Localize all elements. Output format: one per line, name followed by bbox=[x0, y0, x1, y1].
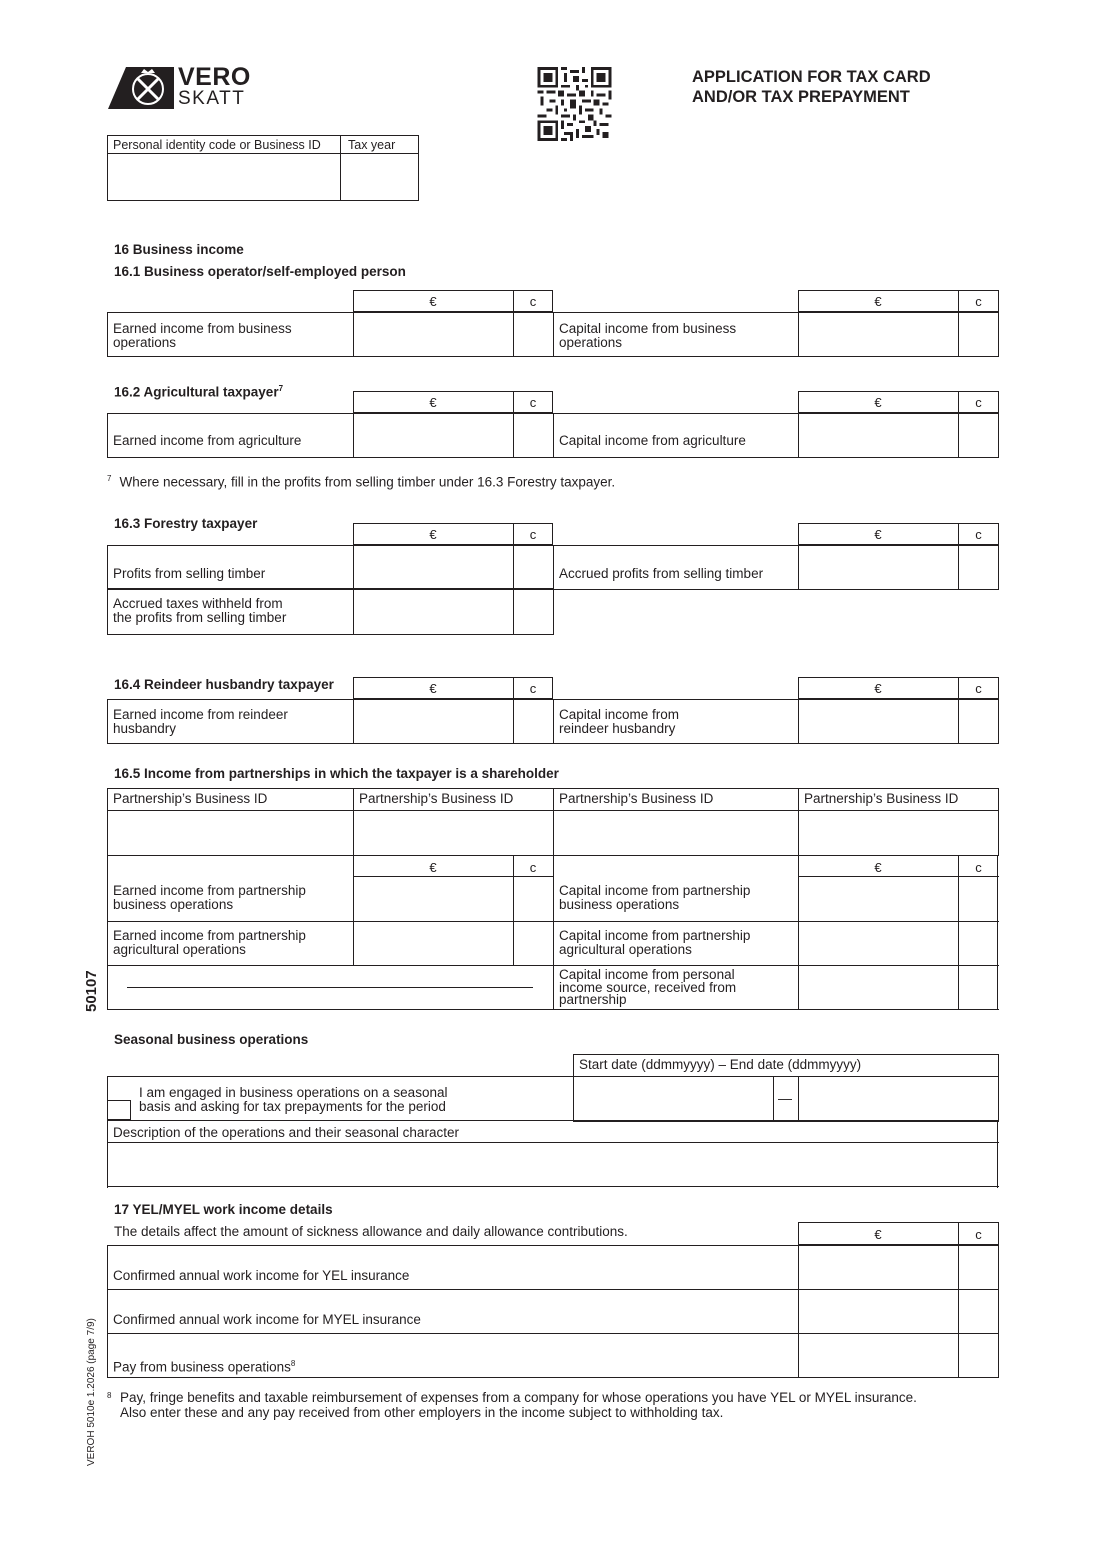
earned-income-reindeer-label: Earned income from reindeer husbandry bbox=[113, 707, 288, 736]
date-separator: — bbox=[778, 1090, 792, 1106]
form-title-line2: AND/OR TAX PREPAYMENT bbox=[692, 88, 910, 106]
euro-header: € bbox=[874, 395, 882, 410]
form-title bbox=[692, 67, 931, 107]
cent-header: c bbox=[529, 294, 537, 309]
footnote-7: $^7$ Where necessary, fill in the profits from selling timber under 16.3 Forestry taxpayer. bbox=[107, 474, 616, 490]
section-16-3-heading: 16.3 Forestry taxpayer bbox=[114, 516, 258, 531]
form-number: 50107 bbox=[83, 970, 100, 1012]
pic-input[interactable] bbox=[108, 155, 340, 199]
myel-income-label: Confirmed annual work income for MYEL insurance bbox=[113, 1312, 421, 1327]
partnership-business-id-input-2[interactable] bbox=[355, 812, 551, 854]
section-17-heading: 17 YEL/MYEL work income details bbox=[114, 1202, 333, 1217]
earned-income-business-label: Earned income from business operations bbox=[113, 321, 292, 350]
logo-skatt: SKATT bbox=[178, 88, 246, 109]
yel-income-input[interactable] bbox=[800, 1247, 956, 1288]
euro-header: € bbox=[874, 294, 882, 309]
partnership-business-id-input-4[interactable] bbox=[800, 812, 997, 854]
section-16-heading: 16 Business income bbox=[114, 242, 244, 257]
earned-income-agriculture-input[interactable] bbox=[355, 415, 511, 456]
section-16-1-heading: 16.1 Business operator/self-employed person bbox=[114, 264, 406, 279]
earned-income-partnership-business-input[interactable] bbox=[355, 878, 511, 920]
euro-header: € bbox=[429, 681, 437, 696]
capital-income-business-input[interactable] bbox=[800, 314, 956, 355]
section-16-2-heading: 16.2 Agricultural taxpayer$^7$ bbox=[114, 384, 284, 400]
seasonal-table bbox=[107, 1054, 999, 1188]
footnote-8: 8 Pay, fringe benefits and taxable reimbursement of expenses from a company for whose operations you have YEL or MYEL insurance. Also enter these and any pay received from other employers in the income subject to withholding tax. bbox=[107, 1390, 917, 1420]
capital-income-agriculture-input[interactable] bbox=[800, 415, 956, 456]
accrued-profits-timber-input[interactable] bbox=[800, 547, 956, 588]
euro-header: € bbox=[874, 681, 882, 696]
section-17-subtitle: The details affect the amount of sickness allowance and daily allowance contributions. bbox=[114, 1224, 628, 1239]
cent-header: c bbox=[975, 1227, 982, 1242]
coat-of-arms-icon bbox=[108, 67, 174, 109]
table-17 bbox=[107, 1222, 999, 1378]
partnership-business-id-label: Partnership’s Business ID bbox=[113, 791, 268, 806]
euro-header: € bbox=[874, 1227, 882, 1242]
tax-year-label: Tax year bbox=[348, 138, 396, 152]
logo-vero: VERO bbox=[178, 63, 251, 91]
capital-income-partnership-agri-label: Capital income from partnership agricultural operations bbox=[559, 928, 751, 957]
accrued-taxes-withheld-label: Accrued taxes withheld from the profits from selling timber bbox=[113, 596, 287, 625]
section-16-5-heading: 16.5 Income from partnerships in which the taxpayer is a shareholder bbox=[114, 766, 559, 781]
earned-income-business-input[interactable] bbox=[355, 314, 511, 355]
seasonal-checkbox-label: I am engaged in business operations on a seasonal basis and asking for tax prepayments for the period bbox=[139, 1085, 448, 1114]
earned-income-partnership-agri-input[interactable] bbox=[355, 923, 511, 964]
vero-logo bbox=[108, 63, 251, 109]
euro-header: € bbox=[429, 527, 437, 542]
profits-selling-timber-input[interactable] bbox=[355, 547, 511, 588]
capital-income-partnership-business-input[interactable] bbox=[800, 878, 956, 920]
accrued-profits-timber-label: Accrued profits from selling timber bbox=[559, 566, 764, 581]
capital-income-reindeer-label: Capital income from reindeer husbandry bbox=[559, 707, 680, 736]
description-input[interactable] bbox=[109, 1144, 997, 1186]
cent-header: c bbox=[975, 395, 982, 410]
capital-income-partnership-agri-input[interactable] bbox=[800, 923, 956, 964]
partnership-business-id-label: Partnership’s Business ID bbox=[559, 791, 714, 806]
table-16-2 bbox=[107, 391, 999, 458]
capital-income-personal-source-label: Capital income from personal income source, received from partnership bbox=[559, 967, 737, 1007]
id-box bbox=[107, 135, 419, 201]
capital-income-personal-source-input[interactable] bbox=[800, 967, 956, 1008]
form-title-line1: APPLICATION FOR TAX CARD bbox=[692, 68, 931, 86]
seasonal-checkbox[interactable] bbox=[107, 1100, 131, 1120]
accrued-taxes-withheld-input[interactable] bbox=[355, 590, 511, 633]
qr-code-icon bbox=[537, 67, 612, 141]
partnership-business-id-input-1[interactable] bbox=[109, 812, 351, 854]
euro-header: € bbox=[874, 527, 882, 542]
yel-income-label: Confirmed annual work income for YEL insurance bbox=[113, 1268, 410, 1283]
cent-header: c bbox=[529, 860, 537, 875]
euro-header: € bbox=[429, 294, 437, 309]
cent-header: c bbox=[975, 527, 982, 542]
table-16-1 bbox=[107, 290, 999, 357]
seasonal-heading: Seasonal business operations bbox=[114, 1032, 309, 1047]
euro-header: € bbox=[874, 860, 882, 875]
pay-business-label: Pay from business operations$^8$ bbox=[113, 1359, 296, 1375]
capital-income-partnership-business-label: Capital income from partnership business operations bbox=[559, 883, 751, 912]
earned-income-partnership-agri-label: Earned income from partnership agricultural operations bbox=[113, 928, 306, 957]
earned-income-partnership-business-label: Earned income from partnership business operations bbox=[113, 883, 306, 912]
partnership-business-id-input-3[interactable] bbox=[555, 812, 796, 854]
table-16-3 bbox=[107, 523, 999, 635]
pay-business-input[interactable] bbox=[800, 1335, 956, 1376]
blank-line bbox=[127, 987, 533, 988]
section-16-4-heading: 16.4 Reindeer husbandry taxpayer bbox=[114, 677, 334, 692]
table-16-5 bbox=[107, 788, 999, 1010]
cent-header: c bbox=[975, 294, 982, 309]
euro-header: € bbox=[429, 860, 437, 875]
form-code: VEROH 5010e 1.2026 (page 7/9) bbox=[86, 1318, 97, 1466]
table-16-4 bbox=[107, 677, 999, 744]
capital-income-reindeer-input[interactable] bbox=[800, 701, 956, 742]
tax-year-input[interactable] bbox=[342, 155, 418, 199]
dates-label: Start date (ddmmyyyy) – End date (ddmmyyyy) bbox=[579, 1057, 862, 1072]
start-date-input[interactable] bbox=[575, 1078, 771, 1120]
cent-header: c bbox=[529, 527, 537, 542]
cent-header: c bbox=[529, 681, 537, 696]
partnership-business-id-label: Partnership’s Business ID bbox=[359, 791, 514, 806]
capital-income-business-label: Capital income from business operations bbox=[559, 321, 737, 350]
euro-header: € bbox=[429, 395, 437, 410]
description-label: Description of the operations and their seasonal character bbox=[113, 1125, 459, 1140]
partnership-business-id-label: Partnership’s Business ID bbox=[804, 791, 959, 806]
myel-income-input[interactable] bbox=[800, 1291, 956, 1332]
cent-header: c bbox=[529, 395, 537, 410]
end-date-input[interactable] bbox=[800, 1078, 997, 1120]
earned-income-agriculture-label: Earned income from agriculture bbox=[113, 433, 302, 448]
profits-selling-timber-label: Profits from selling timber bbox=[113, 566, 266, 581]
cent-header: c bbox=[975, 681, 982, 696]
capital-income-agriculture-label: Capital income from agriculture bbox=[559, 433, 746, 448]
pic-label: Personal identity code or Business ID bbox=[113, 138, 321, 152]
earned-income-reindeer-input[interactable] bbox=[355, 701, 511, 742]
cent-header: c bbox=[975, 860, 982, 875]
